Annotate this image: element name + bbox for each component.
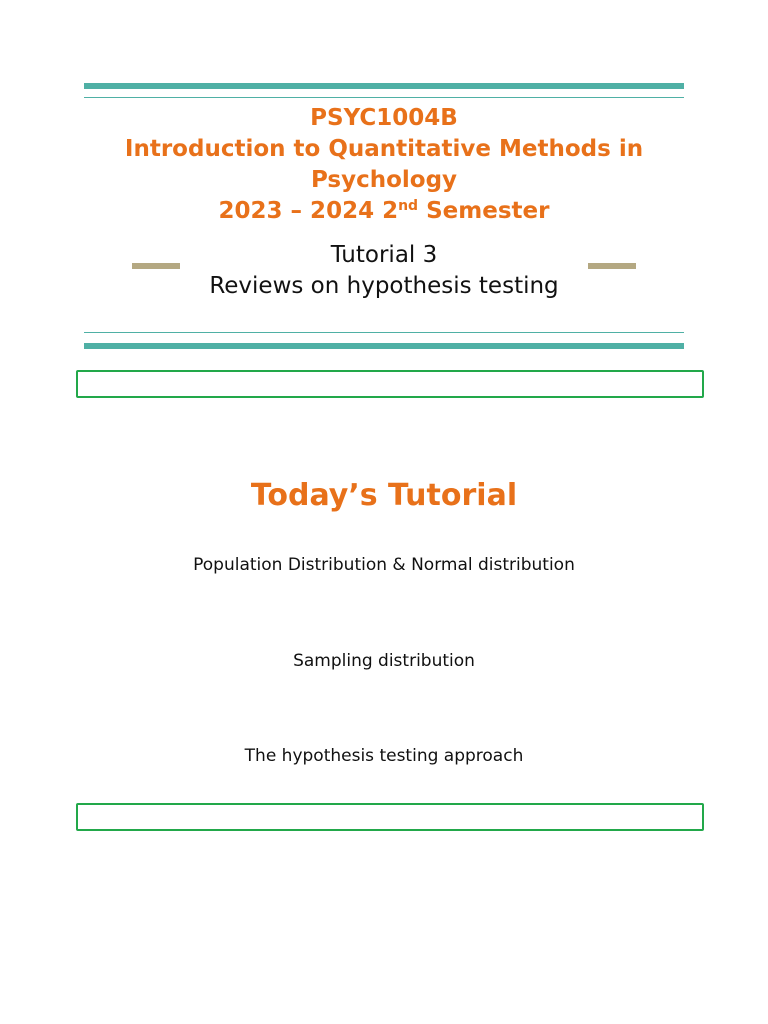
semester-suffix: Semester (418, 198, 550, 224)
agenda-item-sampling: Sampling distribution (293, 651, 475, 671)
course-code: PSYC1004B (310, 105, 458, 131)
semester-prefix: 2023 – 2024 2 (218, 198, 399, 224)
course-name-line-2: Psychology (310, 167, 458, 193)
course-name-line-1: Introduction to Quantitative Methods in (124, 136, 644, 162)
bottom-thin-rule (84, 332, 684, 333)
agenda-heading: Today’s Tutorial (250, 478, 518, 513)
tutorial-subtitle-block (84, 240, 684, 302)
top-thick-rule (84, 83, 684, 89)
tutorial-number: Tutorial 3 (330, 242, 438, 268)
slide-separator-box-bottom (76, 803, 704, 831)
semester-line (84, 196, 684, 227)
course-title-block (84, 103, 684, 227)
slide-separator-box-top (76, 370, 704, 398)
top-thin-rule (84, 97, 684, 98)
tutorial-topic: Reviews on hypothesis testing (209, 273, 559, 299)
bottom-thick-rule (84, 343, 684, 349)
agenda-item-population: Population Distribution & Normal distribution (193, 555, 575, 575)
agenda-item-hypothesis: The hypothesis testing approach (244, 746, 524, 766)
semester-superscript: nd (398, 198, 419, 214)
